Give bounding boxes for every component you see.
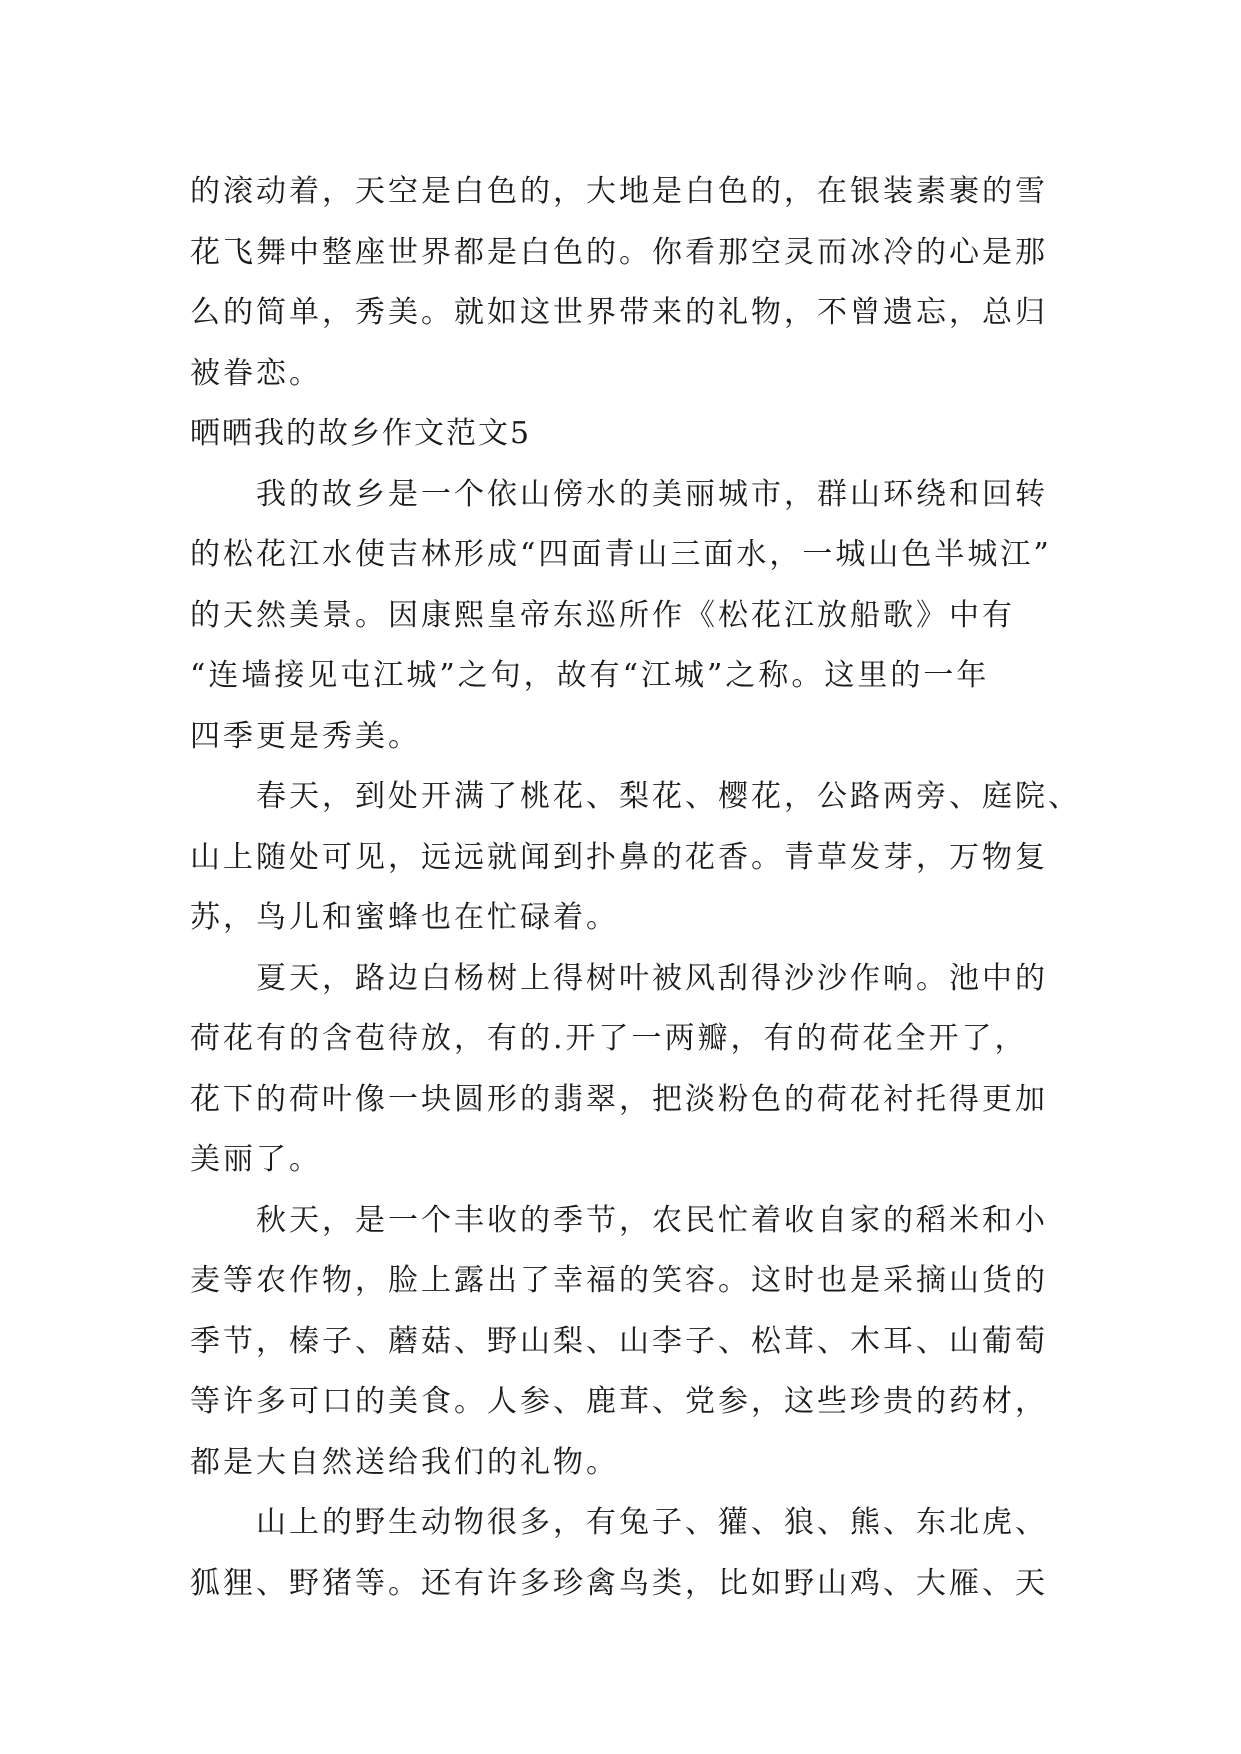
text-line: 苏，鸟儿和蜜蜂也在忙碌着。 — [190, 900, 619, 935]
text-line: 么的简单，秀美。就如这世界带来的礼物，不曾遗忘，总归 — [190, 295, 1048, 330]
text-line: 的滚动着，天空是白色的，大地是白色的，在银装素裹的雪 — [190, 174, 1048, 209]
text-line: 山上随处可见，远远就闻到扑鼻的花香。青草发芽，万物复 — [190, 839, 1048, 875]
text-line: 被眷恋。 — [190, 355, 322, 391]
text-line: “连墙接见屯江城”之句，故有“江城”之称。这里的一年 — [190, 658, 990, 693]
text-line: 等许多可口的美食。人参、鹿茸、党参，这些珍贵的药材， — [190, 1384, 1048, 1419]
text-line: 都是大自然送给我们的礼物。 — [190, 1444, 619, 1480]
paragraph-start-line: 秋天，是一个丰收的季节，农民忙着收自家的稻米和小 — [256, 1202, 1048, 1238]
document-body — [190, 162, 1081, 1614]
text-line: 狐狸、野猪等。还有许多珍禽鸟类，比如野山鸡、大雁、天 — [190, 1565, 1048, 1601]
paragraph-start-line: 我的故乡是一个依山傍水的美丽城市，群山环绕和回转 — [256, 476, 1048, 512]
section-heading: 晒晒我的故乡作文范文5 — [190, 416, 532, 451]
text-line: 荷花有的含苞待放，有的.开了一两瓣，有的荷花全开了， — [190, 1021, 1028, 1056]
text-line: 的松花江水使吉林形成“四面青山三面水，一城山色半城江” — [190, 537, 1052, 572]
text-line: 麦等农作物，脸上露出了幸福的笑容。这时也是采摘山货的 — [190, 1263, 1048, 1298]
text-line: 季节，榛子、蘑菇、野山梨、山李子、松茸、木耳、山葡萄 — [190, 1323, 1048, 1359]
text-line: 花飞舞中整座世界都是白色的。你看那空灵而冰冷的心是那 — [190, 234, 1048, 270]
paragraph-start-line: 山上的野生动物很多，有兔子、獾、狼、熊、东北虎、 — [256, 1505, 1048, 1540]
text-line: 花下的荷叶像一块圆形的翡翠，把淡粉色的荷花衬托得更加 — [190, 1081, 1048, 1117]
text-line: 的天然美景。因康熙皇帝东巡所作《松花江放船歌》中有 — [190, 597, 1015, 633]
paragraph-start-line: 夏天，路边白杨树上得树叶被风刮得沙沙作响。池中的 — [256, 960, 1048, 996]
text-line: 美丽了。 — [190, 1142, 322, 1177]
text-line: 四季更是秀美。 — [190, 718, 421, 754]
paragraph-start-line: 春天，到处开满了桃花、梨花、樱花，公路两旁、庭院、 — [256, 779, 1081, 814]
